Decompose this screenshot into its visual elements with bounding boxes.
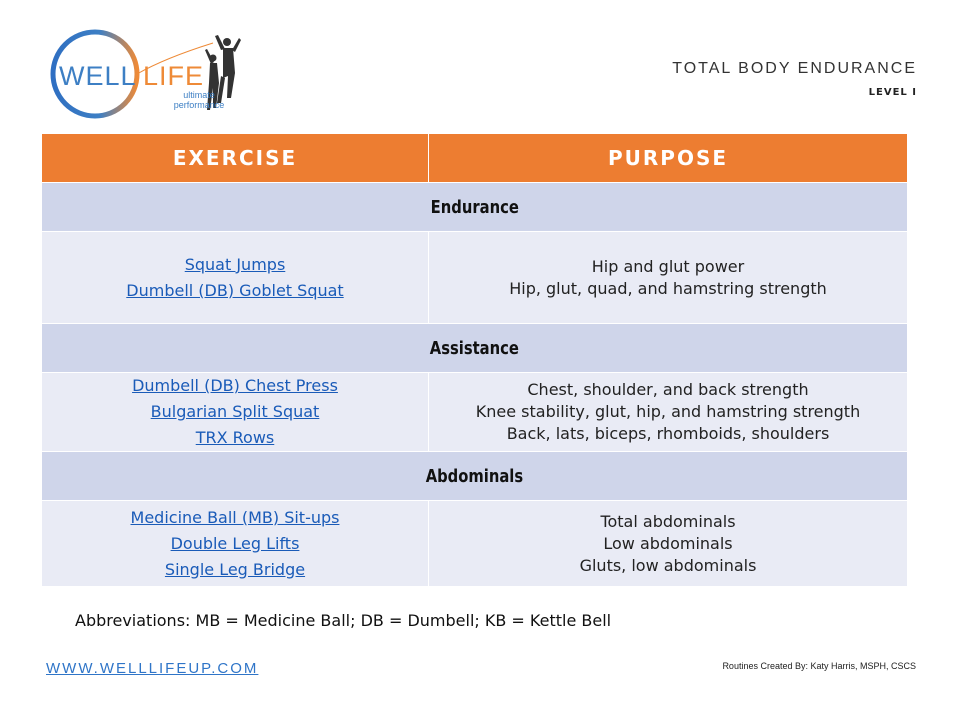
purpose-cell (429, 373, 908, 452)
section-label-assistance: Assistance (429, 337, 520, 359)
purpose-text: Back, lats, biceps, rhomboids, shoulders (506, 424, 830, 443)
purpose-text: Knee stability, glut, hip, and hamstring strength (475, 402, 861, 421)
purpose-text: Total abdominals (600, 511, 736, 531)
purpose-cell (429, 501, 908, 587)
tagline-line-1: ultimate (183, 90, 215, 100)
exercise-link-single-leg-bridge[interactable]: Single Leg Bridge (164, 559, 306, 579)
level-label: LEVEL I (868, 87, 917, 98)
abbreviations-label: Abbreviations: (75, 611, 191, 630)
purpose-cell (429, 232, 908, 324)
table-row (42, 373, 908, 452)
column-header-purpose: PURPOSE (429, 134, 908, 183)
section-row-abdominals (42, 452, 908, 501)
title-block (672, 60, 917, 98)
exercise-cell (42, 232, 429, 324)
exercise-link-mb-sit-ups[interactable]: Medicine Ball (MB) Sit-ups (130, 507, 340, 527)
credit-text: Routines Created By: Katy Harris, MSPH, CSCS (722, 661, 916, 671)
tagline-line-2: performance (173, 100, 225, 110)
purpose-text: Low abdominals (603, 533, 733, 553)
exercise-link-bulgarian-split-squat[interactable]: Bulgarian Split Squat (150, 402, 320, 421)
exercise-link-squat-jumps[interactable]: Squat Jumps (184, 254, 286, 274)
table-row (42, 232, 908, 324)
exercise-cell (42, 501, 429, 587)
exercise-link-db-chest-press[interactable]: Dumbell (DB) Chest Press (132, 376, 338, 395)
column-header-exercise: EXERCISE (42, 134, 429, 183)
section-label-abdominals: Abdominals (425, 465, 524, 487)
section-title (42, 183, 908, 232)
website-link[interactable]: WWW.WELLLIFEUP.COM (46, 660, 259, 677)
page-title: TOTAL BODY ENDURANCE (672, 60, 917, 77)
purpose-text: Gluts, low abdominals (579, 555, 757, 575)
purpose-text: Chest, shoulder, and back strength (527, 380, 809, 399)
section-label-endurance: Endurance (430, 196, 519, 218)
table-row (42, 501, 908, 587)
section-row-endurance (42, 183, 908, 232)
abbreviations-note (75, 611, 611, 630)
exercise-cell (42, 373, 429, 452)
purpose-text: Hip and glut power (591, 256, 745, 276)
section-title (42, 452, 908, 501)
exercise-table (41, 133, 908, 587)
welllife-logo (45, 28, 245, 120)
exercise-link-trx-rows[interactable]: TRX Rows (195, 428, 275, 447)
exercise-link-db-goblet-squat[interactable]: Dumbell (DB) Goblet Squat (126, 280, 344, 300)
table-header-row (42, 134, 908, 183)
logo-tagline (159, 90, 239, 110)
purpose-text: Hip, glut, quad, and hamstring strength (509, 278, 827, 298)
logo-word-life: LIFE (143, 61, 205, 91)
exercise-link-double-leg-lifts[interactable]: Double Leg Lifts (170, 533, 300, 553)
section-row-assistance (42, 324, 908, 373)
logo-word-well: WELL (59, 61, 137, 91)
section-title (42, 324, 908, 373)
abbreviations-text: MB = Medicine Ball; DB = Dumbell; KB = Kettle Bell (190, 611, 612, 630)
